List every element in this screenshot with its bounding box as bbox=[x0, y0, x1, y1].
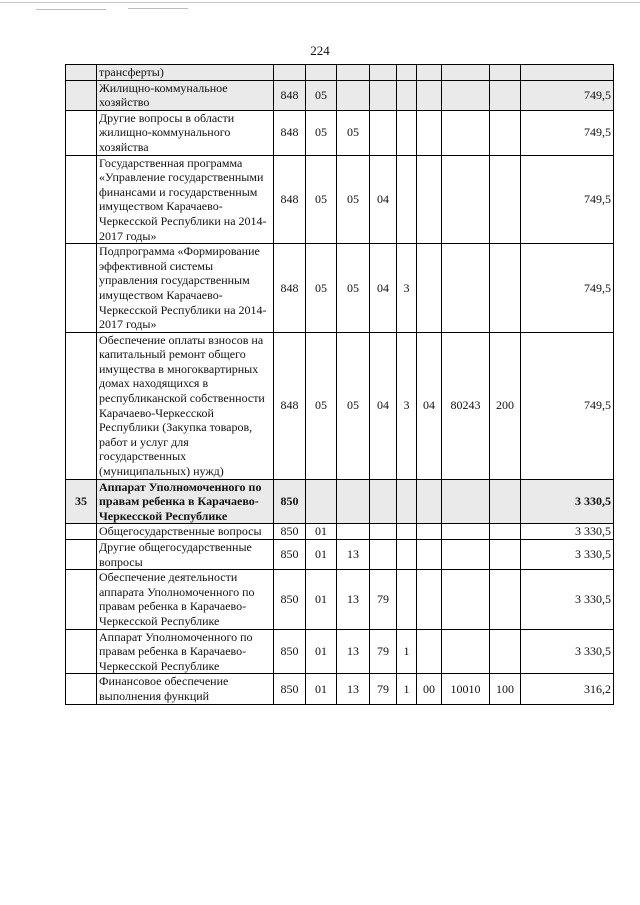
code-section: 05 bbox=[306, 332, 337, 479]
row-name: Обеспечение деятельности аппарата Уполномоченного по правам ребенка в Карачаево-Черкесской Республике bbox=[97, 570, 274, 629]
code-program bbox=[370, 65, 397, 81]
code-program: 79 bbox=[370, 629, 397, 674]
code-direction bbox=[442, 80, 490, 110]
row-amount: 3 330,5 bbox=[521, 524, 614, 540]
code-section: 01 bbox=[306, 674, 337, 704]
code-ministry: 850 bbox=[274, 524, 306, 540]
code-subsection bbox=[337, 80, 370, 110]
row-number bbox=[66, 540, 97, 570]
row-number bbox=[66, 570, 97, 629]
code-expense-type bbox=[490, 524, 521, 540]
code-activity bbox=[417, 244, 442, 333]
row-amount: 749,5 bbox=[521, 110, 614, 155]
code-ministry: 848 bbox=[274, 244, 306, 333]
code-expense-type bbox=[490, 540, 521, 570]
code-subsection: 05 bbox=[337, 155, 370, 244]
code-activity bbox=[417, 524, 442, 540]
table-row bbox=[66, 332, 614, 479]
code-direction bbox=[442, 629, 490, 674]
row-name: Государственная программа «Управление государственными финансами и государственным имуществом Карачаево-Черкесской Республики на 2014-2017 годы» bbox=[97, 155, 274, 244]
code-direction bbox=[442, 570, 490, 629]
row-number bbox=[66, 332, 97, 479]
row-name: Обеспечение оплаты взносов на капитальный ремонт общего имущества в многоквартирных домах находящихся в республиканской собственности Карачаево-Черкесской Республики (Закупка товаров, работ и услуг для государственных (муниципальных) нужд) bbox=[97, 332, 274, 479]
code-expense-type bbox=[490, 65, 521, 81]
scan-artifact bbox=[36, 9, 106, 10]
code-subprogram bbox=[397, 80, 417, 110]
code-subsection bbox=[337, 65, 370, 81]
code-activity bbox=[417, 110, 442, 155]
table-row bbox=[66, 80, 614, 110]
code-direction bbox=[442, 524, 490, 540]
row-number bbox=[66, 674, 97, 704]
row-amount: 749,5 bbox=[521, 244, 614, 333]
row-number bbox=[66, 524, 97, 540]
code-direction bbox=[442, 65, 490, 81]
code-program: 04 bbox=[370, 155, 397, 244]
row-amount: 3 330,5 bbox=[521, 629, 614, 674]
code-section: 01 bbox=[306, 629, 337, 674]
code-program bbox=[370, 524, 397, 540]
code-program: 79 bbox=[370, 570, 397, 629]
row-amount: 3 330,5 bbox=[521, 479, 614, 524]
code-direction bbox=[442, 479, 490, 524]
code-expense-type: 200 bbox=[490, 332, 521, 479]
code-subsection: 13 bbox=[337, 629, 370, 674]
code-activity bbox=[417, 570, 442, 629]
code-ministry: 850 bbox=[274, 629, 306, 674]
code-subprogram: 1 bbox=[397, 629, 417, 674]
row-amount bbox=[521, 65, 614, 81]
code-subsection: 05 bbox=[337, 332, 370, 479]
scan-artifact bbox=[128, 8, 188, 9]
code-activity bbox=[417, 65, 442, 81]
code-section: 01 bbox=[306, 524, 337, 540]
code-subsection: 05 bbox=[337, 244, 370, 333]
code-subprogram: 3 bbox=[397, 332, 417, 479]
row-name: Жилищно-коммунальное хозяйство bbox=[97, 80, 274, 110]
code-ministry: 850 bbox=[274, 570, 306, 629]
code-subprogram bbox=[397, 479, 417, 524]
code-section: 05 bbox=[306, 244, 337, 333]
row-amount: 3 330,5 bbox=[521, 540, 614, 570]
row-name: трансферты) bbox=[97, 65, 274, 81]
code-subsection: 13 bbox=[337, 540, 370, 570]
code-ministry: 848 bbox=[274, 332, 306, 479]
code-ministry: 850 bbox=[274, 674, 306, 704]
code-section: 01 bbox=[306, 540, 337, 570]
row-number bbox=[66, 65, 97, 81]
code-activity: 00 bbox=[417, 674, 442, 704]
code-subprogram: 1 bbox=[397, 674, 417, 704]
code-subsection bbox=[337, 479, 370, 524]
code-activity bbox=[417, 629, 442, 674]
row-number bbox=[66, 110, 97, 155]
code-program bbox=[370, 479, 397, 524]
table-row bbox=[66, 570, 614, 629]
row-name: Финансовое обеспечение выполнения функций bbox=[97, 674, 274, 704]
code-program: 04 bbox=[370, 244, 397, 333]
code-program: 04 bbox=[370, 332, 397, 479]
code-subprogram bbox=[397, 540, 417, 570]
row-amount: 3 330,5 bbox=[521, 570, 614, 629]
code-program: 79 bbox=[370, 674, 397, 704]
row-name: Другие вопросы в области жилищно-коммунального хозяйства bbox=[97, 110, 274, 155]
code-subprogram: 3 bbox=[397, 244, 417, 333]
code-expense-type bbox=[490, 110, 521, 155]
code-direction bbox=[442, 155, 490, 244]
code-expense-type bbox=[490, 244, 521, 333]
row-number bbox=[66, 244, 97, 333]
row-number bbox=[66, 629, 97, 674]
row-name: Подпрограмма «Формирование эффективной системы управления государственным имуществом Карачаево-Черкесской Республики на 2014-2017 годы» bbox=[97, 244, 274, 333]
code-subprogram bbox=[397, 110, 417, 155]
row-name: Общегосударственные вопросы bbox=[97, 524, 274, 540]
code-activity bbox=[417, 80, 442, 110]
code-subprogram bbox=[397, 524, 417, 540]
table-row bbox=[66, 65, 614, 81]
scan-top-border bbox=[0, 2, 640, 3]
code-subprogram bbox=[397, 570, 417, 629]
budget-table bbox=[65, 64, 614, 705]
table-row bbox=[66, 110, 614, 155]
code-section bbox=[306, 479, 337, 524]
code-section: 05 bbox=[306, 80, 337, 110]
table-row bbox=[66, 244, 614, 333]
code-expense-type bbox=[490, 629, 521, 674]
code-subsection: 13 bbox=[337, 674, 370, 704]
table-row bbox=[66, 524, 614, 540]
row-amount: 749,5 bbox=[521, 80, 614, 110]
code-expense-type bbox=[490, 570, 521, 629]
row-number bbox=[66, 155, 97, 244]
table-row bbox=[66, 540, 614, 570]
row-amount: 316,2 bbox=[521, 674, 614, 704]
code-subsection: 05 bbox=[337, 110, 370, 155]
row-number bbox=[66, 80, 97, 110]
code-section bbox=[306, 65, 337, 81]
code-direction bbox=[442, 110, 490, 155]
row-number: 35 bbox=[66, 479, 97, 524]
code-expense-type: 100 bbox=[490, 674, 521, 704]
code-subsection: 13 bbox=[337, 570, 370, 629]
row-amount: 749,5 bbox=[521, 332, 614, 479]
code-section: 01 bbox=[306, 570, 337, 629]
code-section: 05 bbox=[306, 155, 337, 244]
row-name: Другие общегосударственные вопросы bbox=[97, 540, 274, 570]
code-subprogram bbox=[397, 65, 417, 81]
code-activity: 04 bbox=[417, 332, 442, 479]
row-name: Аппарат Уполномоченного по правам ребенка в Карачаево-Черкесской Республике bbox=[97, 629, 274, 674]
code-ministry: 850 bbox=[274, 479, 306, 524]
code-section: 05 bbox=[306, 110, 337, 155]
table-row bbox=[66, 155, 614, 244]
code-direction: 10010 bbox=[442, 674, 490, 704]
row-name: Аппарат Уполномоченного по правам ребенка в Карачаево-Черкесской Республике bbox=[97, 479, 274, 524]
code-direction: 80243 bbox=[442, 332, 490, 479]
code-subsection bbox=[337, 524, 370, 540]
code-activity bbox=[417, 540, 442, 570]
code-direction bbox=[442, 540, 490, 570]
code-ministry bbox=[274, 65, 306, 81]
code-expense-type bbox=[490, 155, 521, 244]
code-ministry: 850 bbox=[274, 540, 306, 570]
code-ministry: 848 bbox=[274, 80, 306, 110]
code-expense-type bbox=[490, 479, 521, 524]
code-expense-type bbox=[490, 80, 521, 110]
code-subprogram bbox=[397, 155, 417, 244]
code-activity bbox=[417, 155, 442, 244]
table-row bbox=[66, 674, 614, 704]
page-number: 224 bbox=[310, 43, 330, 58]
code-program bbox=[370, 540, 397, 570]
code-program bbox=[370, 110, 397, 155]
code-ministry: 848 bbox=[274, 110, 306, 155]
table-row bbox=[66, 629, 614, 674]
table-row bbox=[66, 479, 614, 524]
row-amount: 749,5 bbox=[521, 155, 614, 244]
code-ministry: 848 bbox=[274, 155, 306, 244]
code-activity bbox=[417, 479, 442, 524]
code-direction bbox=[442, 244, 490, 333]
code-program bbox=[370, 80, 397, 110]
